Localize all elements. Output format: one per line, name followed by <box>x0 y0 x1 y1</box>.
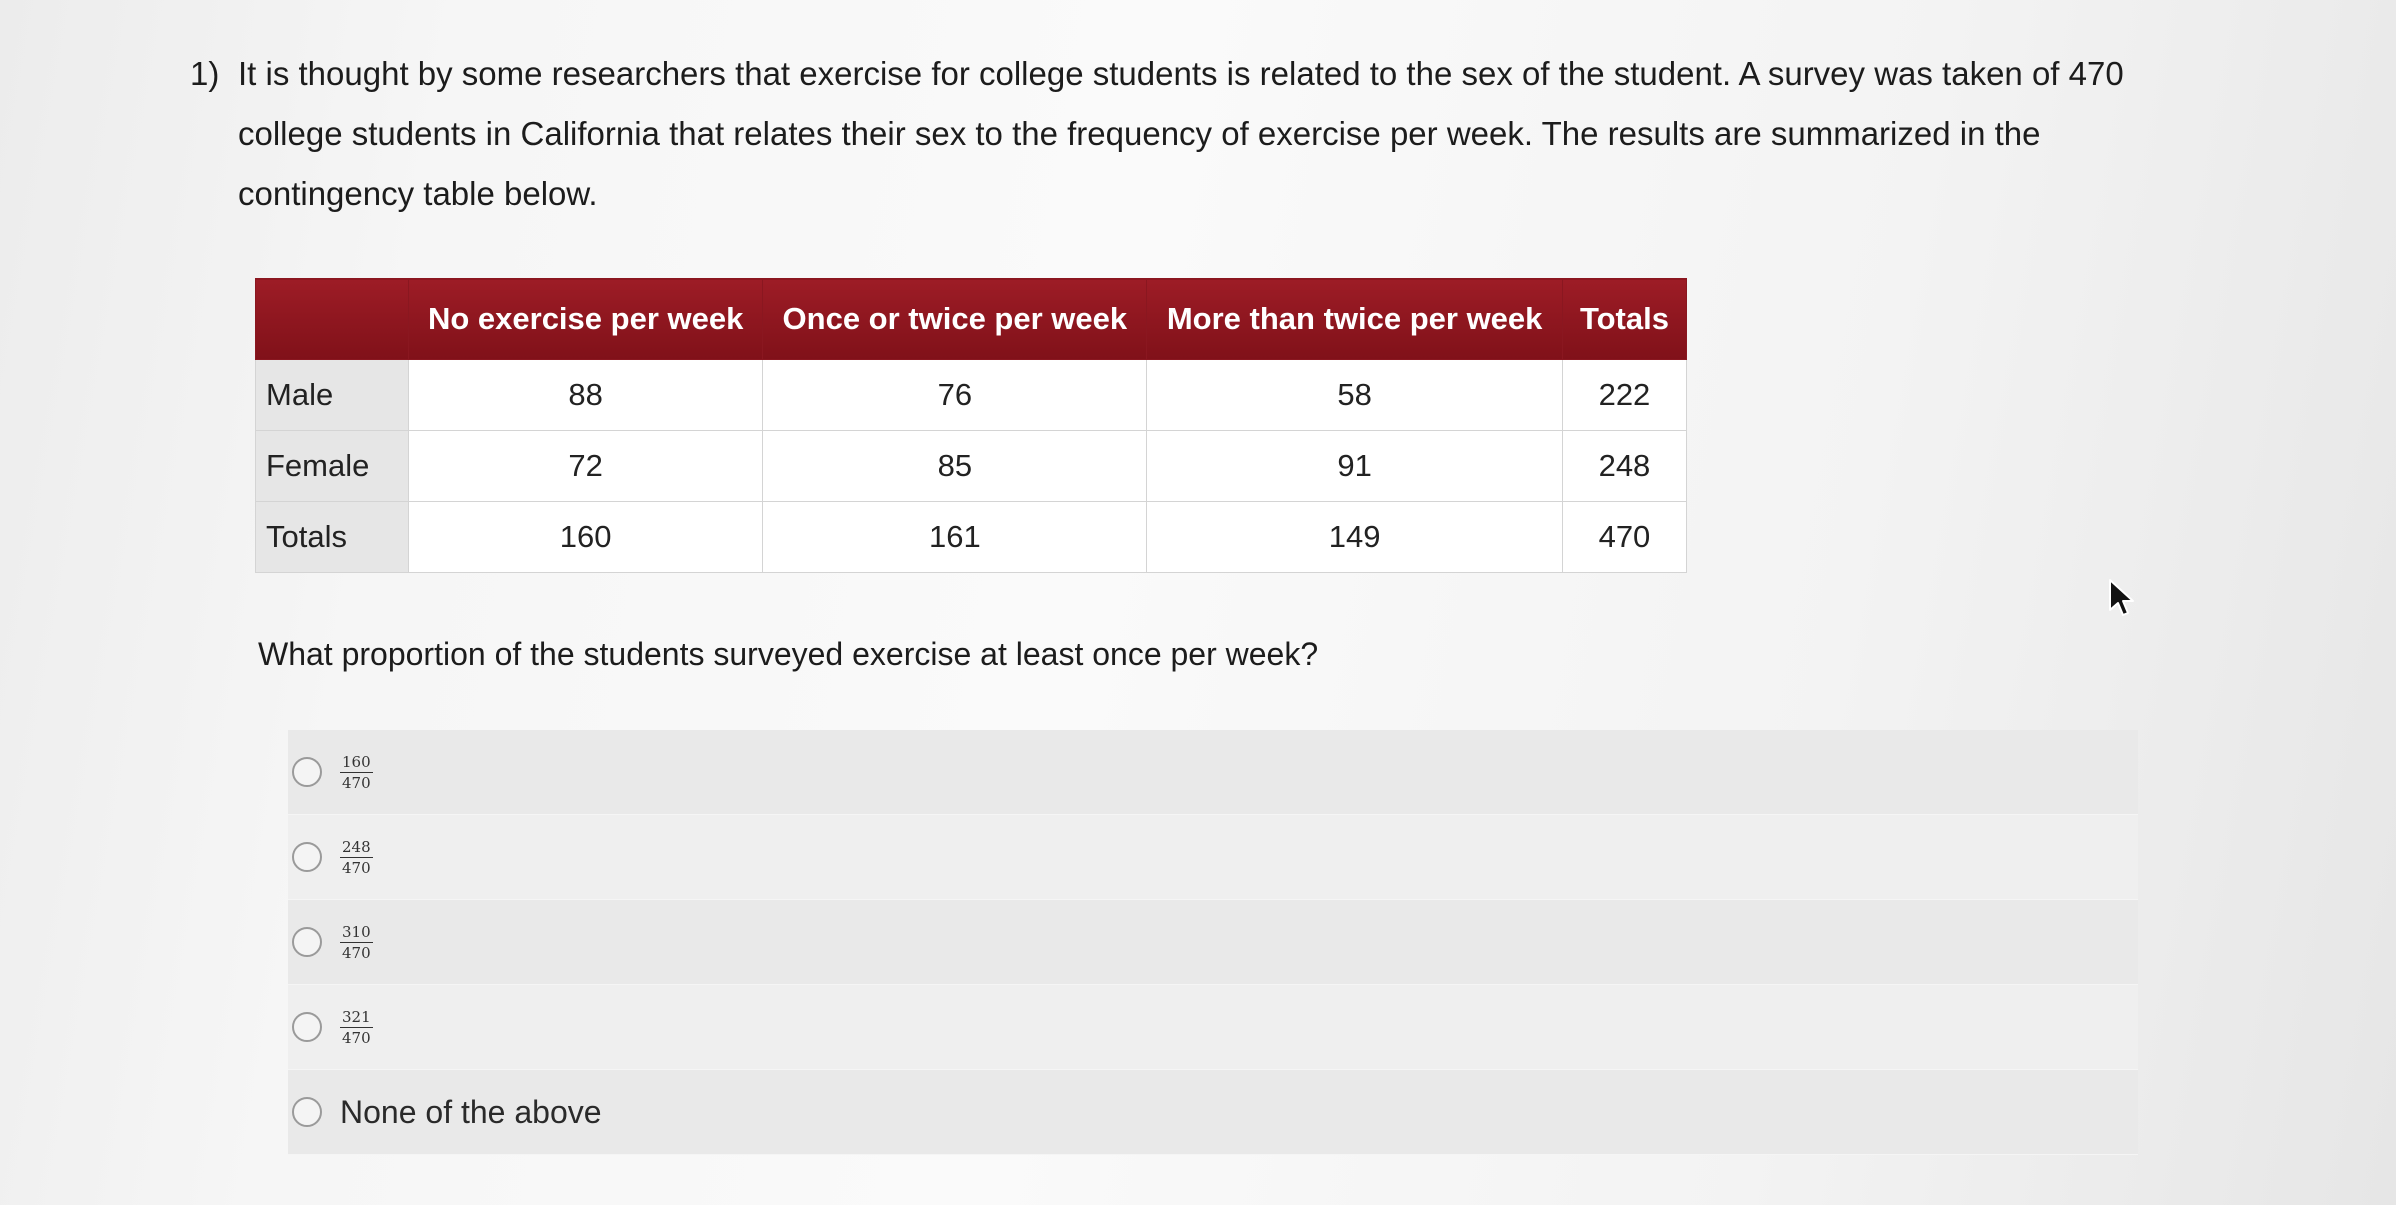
fraction-denominator: 470 <box>342 1028 371 1047</box>
fraction <box>340 838 373 877</box>
radio-button-icon[interactable] <box>292 757 322 787</box>
table-header-cell: More than twice per week <box>1147 279 1563 360</box>
answer-option-1[interactable] <box>288 730 2138 815</box>
answer-option-3[interactable] <box>288 900 2138 985</box>
fraction-denominator: 470 <box>342 773 371 792</box>
radio-button-icon[interactable] <box>292 842 322 872</box>
row-label: Male <box>256 360 409 431</box>
table-header-cell: Once or twice per week <box>763 279 1147 360</box>
answer-option-none[interactable] <box>288 1070 2138 1155</box>
table-cell: 248 <box>1562 431 1686 502</box>
table-header-cell: No exercise per week <box>409 279 763 360</box>
table-header-cell: Totals <box>1562 279 1686 360</box>
fraction-numerator: 248 <box>342 837 371 856</box>
radio-button-icon[interactable] <box>292 1097 322 1127</box>
table-cell: 72 <box>409 431 763 502</box>
fraction <box>340 923 373 962</box>
table-row <box>256 502 1687 573</box>
table-cell: 470 <box>1562 502 1686 573</box>
contingency-table <box>255 278 1687 573</box>
answer-option-4[interactable] <box>288 985 2138 1070</box>
fraction <box>340 1008 373 1047</box>
question-number: 1) <box>190 55 220 92</box>
question-prompt: What proportion of the students surveyed exercise at least once per week? <box>258 636 1319 672</box>
fraction-denominator: 470 <box>342 943 371 962</box>
table-header-row <box>256 279 1687 360</box>
table-cell: 76 <box>763 360 1147 431</box>
fraction <box>340 753 373 792</box>
table-cell: 91 <box>1147 431 1563 502</box>
question-body: It is thought by some researchers that exercise for college students is related to the sex of the student. A survey was taken of 470 college students in California that relates their sex to the frequency of exercise per week. The results are summarized in the contingency table below. <box>238 55 2124 212</box>
table-row <box>256 360 1687 431</box>
row-label: Female <box>256 431 409 502</box>
table-cell: 58 <box>1147 360 1563 431</box>
table-cell: 160 <box>409 502 763 573</box>
table-cell: 161 <box>763 502 1147 573</box>
fraction-numerator: 160 <box>342 752 371 771</box>
fraction-numerator: 321 <box>342 1007 371 1026</box>
radio-button-icon[interactable] <box>292 927 322 957</box>
answer-options <box>288 730 2138 1155</box>
table-cell: 85 <box>763 431 1147 502</box>
fraction-denominator: 470 <box>342 858 371 877</box>
table-row <box>256 431 1687 502</box>
table-cell: 88 <box>409 360 763 431</box>
table-cell: 149 <box>1147 502 1563 573</box>
none-of-the-above-label: None of the above <box>340 1093 602 1130</box>
table-header-cell <box>256 279 409 360</box>
answer-option-2[interactable] <box>288 815 2138 900</box>
fraction-numerator: 310 <box>342 922 371 941</box>
row-label: Totals <box>256 502 409 573</box>
radio-button-icon[interactable] <box>292 1012 322 1042</box>
table-cell: 222 <box>1562 360 1686 431</box>
question-text <box>190 44 2200 224</box>
